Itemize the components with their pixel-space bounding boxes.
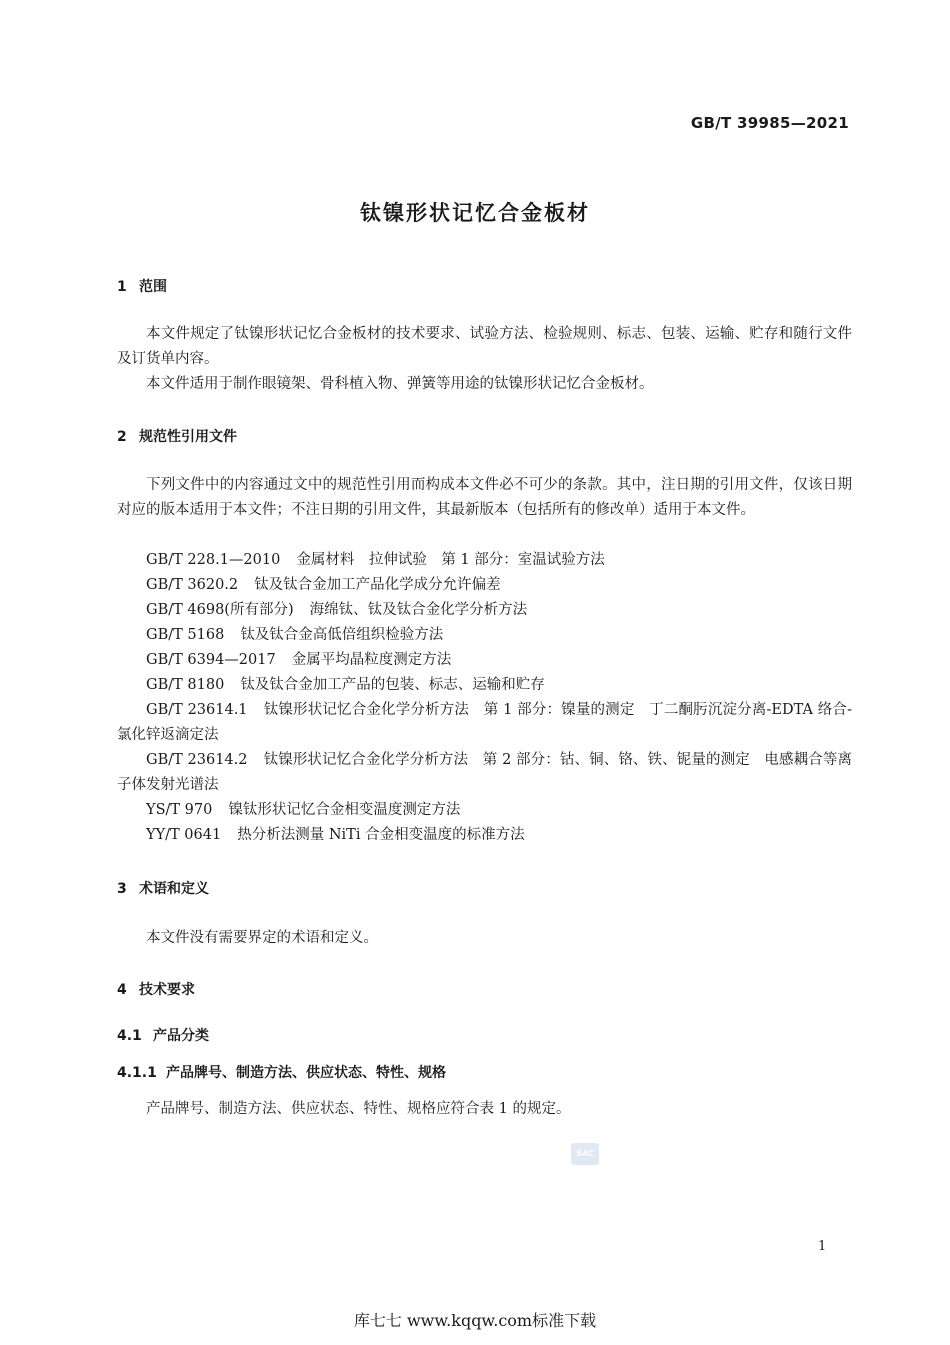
section-4-1-1-paragraph-1: 产品牌号、制造方法、供应状态、特性、规格应符合表 1 的规定。 [146,1101,571,1117]
section-title: 技术要求 [139,982,195,998]
section-4-1-1-heading [117,1062,446,1082]
reference-title: 钛及钛合金高低倍组织检验方法 [240,627,444,643]
reference-item [146,823,525,848]
reference-title: 钛及钛合金加工产品的包装、标志、运输和贮存 [240,677,545,693]
section-4-1-heading [117,1025,209,1045]
section-number: 3 [117,881,127,897]
section-number: 2 [117,429,127,445]
reference-title: 钛镍形状记忆合金化学分析方法 第 1 部分：镍量的测定 丁二酮肟沉淀分离-EDTA 络合-氯化锌返滴定法 [117,702,852,743]
reference-code: GB/T 4698(所有部分) [146,602,294,618]
section-4-heading [117,979,195,999]
reference-title: 海绵钛、钛及钛合金化学分析方法 [309,602,528,618]
section-number: 4.1.1 [117,1065,157,1081]
reference-item [146,548,605,573]
reference-code: GB/T 228.1—2010 [146,552,281,568]
reference-code: GB/T 3620.2 [146,577,239,593]
reference-item [146,623,443,648]
reference-code: GB/T 23614.1 [146,702,248,718]
reference-code: GB/T 8180 [146,677,225,693]
reference-item [117,698,852,748]
section-number: 4.1 [117,1028,142,1044]
section-title: 规范性引用文件 [139,429,237,445]
section-2-heading [117,426,237,446]
reference-title: 热分析法测量 NiTi 合金相变温度的标准方法 [237,827,525,843]
section-number: 4 [117,982,127,998]
section-1-paragraph-2: 本文件适用于制作眼镜架、骨科植入物、弹簧等用途的钛镍形状记忆合金板材。 [146,376,654,392]
section-1-paragraph-1: 本文件规定了钛镍形状记忆合金板材的技术要求、试验方法、检验规则、标志、包装、运输、贮存和随行文件及订货单内容。 [117,326,852,367]
sac-watermark-logo: SAC [571,1143,599,1165]
reference-code: YY/T 0641 [146,827,222,843]
section-number: 1 [117,279,127,295]
reference-title: 钛镍形状记忆合金化学分析方法 第 2 部分：钴、铜、铬、铁、铌量的测定 电感耦合等离子体发射光谱法 [117,752,852,793]
section-1-heading [117,276,167,296]
section-title: 范围 [139,279,167,295]
reference-code: GB/T 6394—2017 [146,652,276,668]
reference-item [146,648,451,673]
section-title: 产品分类 [153,1028,209,1044]
reference-item [146,598,527,623]
section-3-paragraph-1: 本文件没有需要界定的术语和定义。 [146,930,378,946]
footer-source-note: 库七七 www.kqqw.com标准下载 [353,1311,597,1330]
reference-code: GB/T 23614.2 [146,752,248,768]
reference-title: 镍钛形状记忆合金相变温度测定方法 [228,802,461,818]
page-number: 1 [818,1239,827,1254]
reference-code: YS/T 970 [146,802,213,818]
reference-item [117,748,852,798]
reference-code: GB/T 5168 [146,627,225,643]
section-3-heading [117,878,209,898]
reference-item [146,573,501,598]
section-2-paragraph-1: 下列文件中的内容通过文中的规范性引用而构成本文件必不可少的条款。其中，注日期的引用文件，仅该日期对应的版本适用于本文件；不注日期的引用文件，其最新版本（包括所有的修改单）适用于本文件。 [117,477,852,518]
reference-item [146,798,460,823]
reference-title: 钛及钛合金加工产品化学成分允许偏差 [254,577,501,593]
section-title: 术语和定义 [139,881,209,897]
reference-title: 金属材料 拉伸试验 第 1 部分：室温试验方法 [296,552,605,568]
reference-item [146,673,545,698]
standard-number: GB/T 39985—2021 [690,114,849,132]
section-title: 产品牌号、制造方法、供应状态、特性、规格 [166,1065,446,1081]
reference-title: 金属平均晶粒度测定方法 [291,652,452,668]
document-title: 钛镍形状记忆合金板材 [360,201,590,225]
